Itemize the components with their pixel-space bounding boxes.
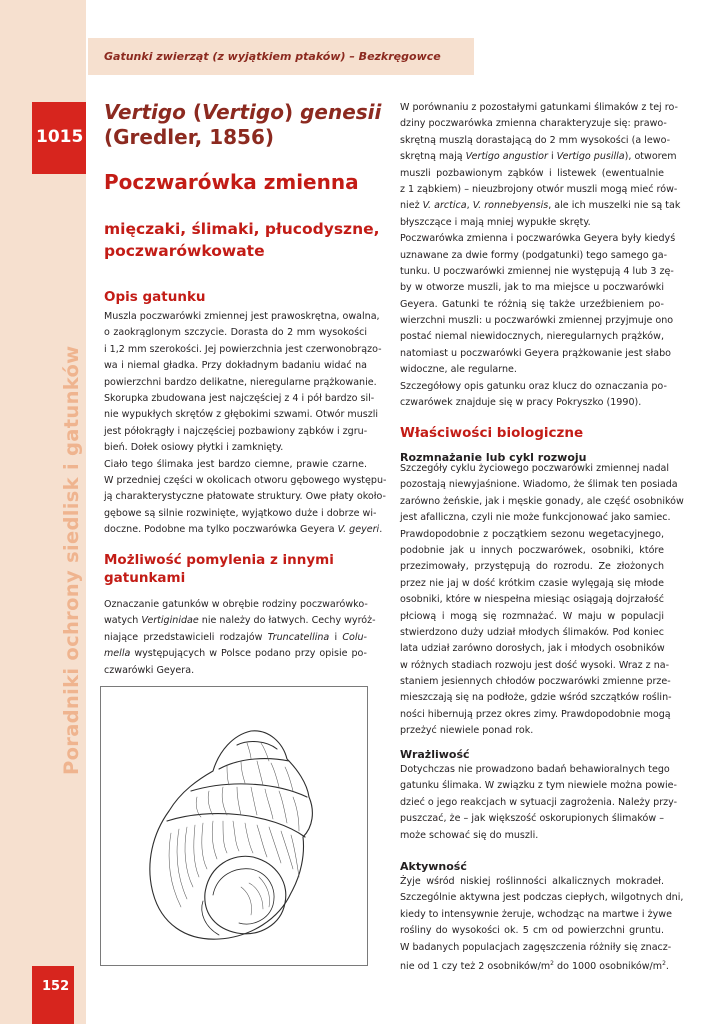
paragraph-reproduction: Szczegóły cyklu życiowego poczwarówki zmiennej nadal pozostają niewyjaśnione. Wiadomo, że ślimak ten posiada zarówno żeńskie, jak i męskie gonady, ale część osobników jest afalliczna, czyli nie może funkcjonować jako samiec. Prawdopodobnie z początkiem sezonu wegetacyjnego, podobnie jak u innych poczwarówek, osobniki, które przezimowały, przystępują do rozrodu. Ze złożonych przez nie jaj w dość krótkim czasie wylęgają się młode osobniki, które w niespełna miesiąc osiągają dojrzałość płciową i mogą się rozmnażać. W maju w populacji stwierdzono duży udział młodych ślimaków. Pod koniec lata udział zarówno dorosłych, jak i młodych osobników w różnych stadiach rozwoju jest dość wysoki. Wraz z na- staniem jesiennych chłodów poczwarówki zmienne prze- mieszczają się na podłoże, gdzie wśród szczątków roślin- ności hibernują przez okres zimy. Prawdopodobnie mogą przeżyć niewiele ponad rok. <box>400 463 684 737</box>
paragraph-pomylenia: Oznaczanie gatunków w obrębie rodziny poczwarówko- watych Vertiginidae nie należy do łatwych. Cechy wyróż- niające przedstawicieli rodzajów Truncatellina i Colu- mella występujących w Polsce podano przy opisie po- czwarówki Geyera. <box>104 599 376 676</box>
subheading-reproduction: Rozmnażanie lub cykl rozwoju <box>400 451 587 464</box>
suture-1 <box>219 759 289 769</box>
subheading-sensitivity: Wrażliwość <box>400 748 470 761</box>
aperture-lip <box>202 901 219 935</box>
suture-3 <box>167 814 305 837</box>
species-author: (Gredler, 1856) <box>104 125 275 149</box>
paragraph-activity: Żyje wśród niskiej roślinności alkalicznych mokradeł. Szczególnie aktywna jest podczas ciepłych, wilgotnych dni, kiedy to intensywnie żeruje, wchodząc na martwe i żywe rośliny do wysokości ok. 5 cm od powierzchni gruntu. W badanych populacjach zagęszczenia różniły się znacz- nie od 1 czy też 2 osobników/$m^2$ do 1000 osobników/$m^2$. <box>400 876 684 973</box>
series-title-vertical: Poradniki ochrony siedlisk i gatunków <box>60 345 83 775</box>
species-polish-name: Poczwarówka zmienna <box>104 170 359 194</box>
page-number-badge <box>32 966 74 1024</box>
subheading-activity: Aktywność <box>400 860 467 873</box>
section-heading-pomylenia: Możliwość pomylenia z innymi gatunkami <box>104 552 334 586</box>
shell-drawing <box>101 687 369 967</box>
aperture-inner <box>213 869 274 924</box>
shell-illustration <box>100 686 368 966</box>
shell-outline <box>150 731 313 939</box>
taxonomic-groups: mięczaki, ślimaki, płucodyszne, poczwarówkowate <box>104 220 380 260</box>
apex-whorl <box>237 742 277 749</box>
species-number: 1015 <box>36 127 84 147</box>
paragraph-opis: Muszla poczwarówki zmiennej jest prawoskrętna, owalna, o zaokrąglonym szczycie. Dorasta do 2 mm wysokości i 1,2 mm szerokości. Jej powierzchnia jest czerwonobrązo- wa i niemal gładka. Przy dokładnym badaniu widać na powierzchni bardzo delikatne, nieregularne prążkowanie. Skorupka zbudowana jest najczęściej z 4 i pół bardzo sil- nie wypukłych skrętów z głębokimi szwami. Otwór muszli jest półokrągły i najczęściej pozbawiony ząbków i zgru- bień. Dołek osiowy płytki i zamknięty. Ciało tego ślimaka jest bardzo ciemne, prawie czarne. W przedniej części w okolicach otworu gębowego występu- ją charakterystyczne płatowate struktury. Owe płaty około- gębowe są silnie rozwinięte, wyjątkowo duże i dobrze wi- doczne. Podobne ma tylko poczwarówka Geyera V. geyeri. <box>104 311 387 536</box>
paragraph-comparison: W porównaniu z pozostałymi gatunkami ślimaków z tej ro- dziny poczwarówka zmienna charakteryzuje się: prawo- skrętną muszlą dorastającą do 2 mm wysokości (a lewo- skrętną mają Vertigo angustior i Vertigo pusilla), otworem muszli pozbawionym ząbków i listewek (ewentualnie z 1 ząbkiem) – nieuzbrojony otwór muszli mogą mieć rów- nież V. arctica, V. ronnebyensis, ale ich muszelki nie są tak błyszczące i mają mniej wypukłe skręty. Poczwarówka zmienna i poczwarówka Geyera były kiedyś uznawane za dwie formy (podgatunki) tego samego ga- tunku. U poczwarówki zmiennej nie występują 4 lub 3 zę- by w otworze muszli, jak to ma miejsce u poczwarówki Geyera. Gatunki te różnią się także urzeźbieniem po- wierzchni muszli: u poczwarówki zmiennej przyjmuje ono postać niemal niewidocznych, nieregularnych prążków, natomiast u poczwarówki Geyera prążkowanie jest słabo widoczne, ale regularne. Szczegółowy opis gatunku oraz klucz do oznaczania po- czwarówek znajduje się w pracy Pokryszko (1990). <box>400 102 681 409</box>
running-header: Gatunki zwierząt (z wyjątkiem ptaków) – Bezkręgowce <box>104 50 441 63</box>
species-latin-title: Vertigo (Vertigo) genesii (Gredler, 1856) <box>104 100 382 149</box>
aperture <box>205 856 286 934</box>
paragraph-sensitivity: Dotychczas nie prowadzono badań behawioralnych tego gatunku ślimaka. W związku z tym niewiele można powie- dzieć o jego reakcjach w sytuacji zagrożenia. Należy przy- puszczać, że – jak większość oskorupionych ślimaków – może schować się do muszli. <box>400 764 678 841</box>
section-heading-biology: Właściwości biologiczne <box>400 425 584 441</box>
page-number: 152 <box>42 979 70 994</box>
section-heading-opis: Opis gatunku <box>104 289 206 305</box>
